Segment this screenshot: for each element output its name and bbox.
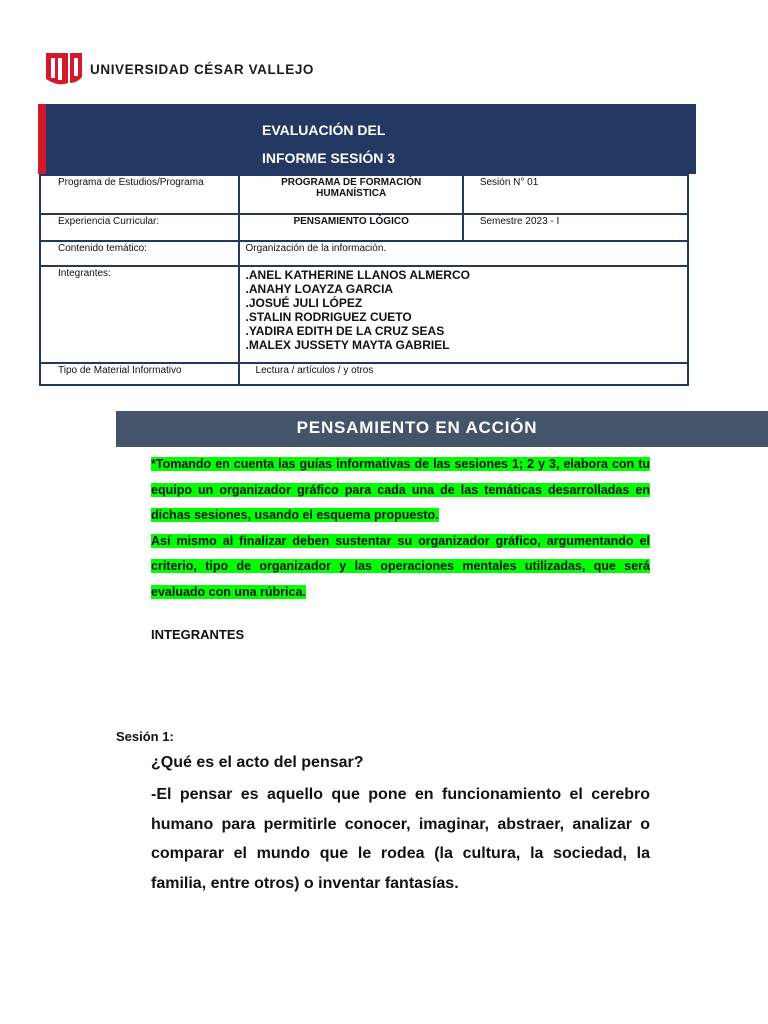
table-row xyxy=(40,241,688,266)
members-label: Integrantes: xyxy=(40,266,239,363)
member-item: .MALEX JUSSETY MAYTA GABRIEL xyxy=(245,338,450,352)
table-row xyxy=(40,214,688,241)
university-logo-icon xyxy=(44,49,84,87)
session-answer: -El pensar es aquello que pone en funcionamiento el cerebro humano para permitirle conocer, imaginar, abstraer, analizar o comparar el mundo que le rodea (la cultura, la sociedad, la familia, entre otros) o inventar fantasías. xyxy=(151,786,650,892)
header-title-line2: INFORME SESIÓN 3 xyxy=(262,150,396,166)
curricular-label: Experiencia Curricular: xyxy=(40,214,239,241)
curricular-value: PENSAMIENTO LÓGICO xyxy=(239,214,463,241)
header-title-line1: EVALUACIÓN DEL xyxy=(262,122,386,138)
content-label: Contenido temático: xyxy=(40,241,239,266)
section-title: PENSAMIENTO EN ACCIÓN xyxy=(296,418,538,437)
program-value: PROGRAMA DE FORMACIÓN HUMANÍSTICA xyxy=(239,175,463,214)
member-item: .STALIN RODRIGUEZ CUETO xyxy=(245,310,412,324)
member-item: .YADIRA EDITH DE LA CRUZ SEAS xyxy=(245,324,445,338)
content-value: Organización de la información. xyxy=(239,241,688,266)
session-question: ¿Qué es el acto del pensar? xyxy=(151,754,364,771)
table-row xyxy=(40,363,688,385)
instructions xyxy=(151,452,650,605)
university-name: UNIVERSIDAD CÉSAR VALLEJO xyxy=(90,62,315,77)
program-label: Programa de Estudios/Programa xyxy=(40,175,239,214)
material-label: Tipo de Material Informativo xyxy=(40,363,239,385)
integrantes-heading: INTEGRANTES xyxy=(151,627,245,642)
session-number: Sesión N° 01 xyxy=(463,175,688,214)
table-row xyxy=(40,266,688,363)
instruction-paragraph-2: Así mismo al finalizar deben sustentar su organizador gráfico, argumentando el criterio, tipo de organizador y las operaciones mentales utilizadas, que será evaluado con una rúbrica. xyxy=(151,533,650,599)
table-row xyxy=(40,175,688,214)
header-title xyxy=(262,116,395,172)
header-accent xyxy=(38,104,46,174)
member-item: .ANEL KATHERINE LLANOS ALMERCO xyxy=(245,268,470,282)
info-table xyxy=(39,174,689,386)
member-item: .JOSUÉ JULI LÓPEZ xyxy=(245,296,363,310)
semester-value: Semestre 2023 - I xyxy=(463,214,688,241)
member-item: .ANAHY LOAYZA GARCIA xyxy=(245,282,394,296)
instruction-paragraph-1: *Tomando en cuenta las guías informativas de las sesiones 1; 2 y 3, elabora con tu equipo un organizador gráfico para cada una de las temáticas desarrolladas en dichas sesiones, usando el esquema propuesto. xyxy=(151,457,650,522)
session-label: Sesión 1: xyxy=(116,729,174,744)
material-value: Lectura / artículos / y otros xyxy=(239,363,688,385)
members-list xyxy=(239,266,688,363)
